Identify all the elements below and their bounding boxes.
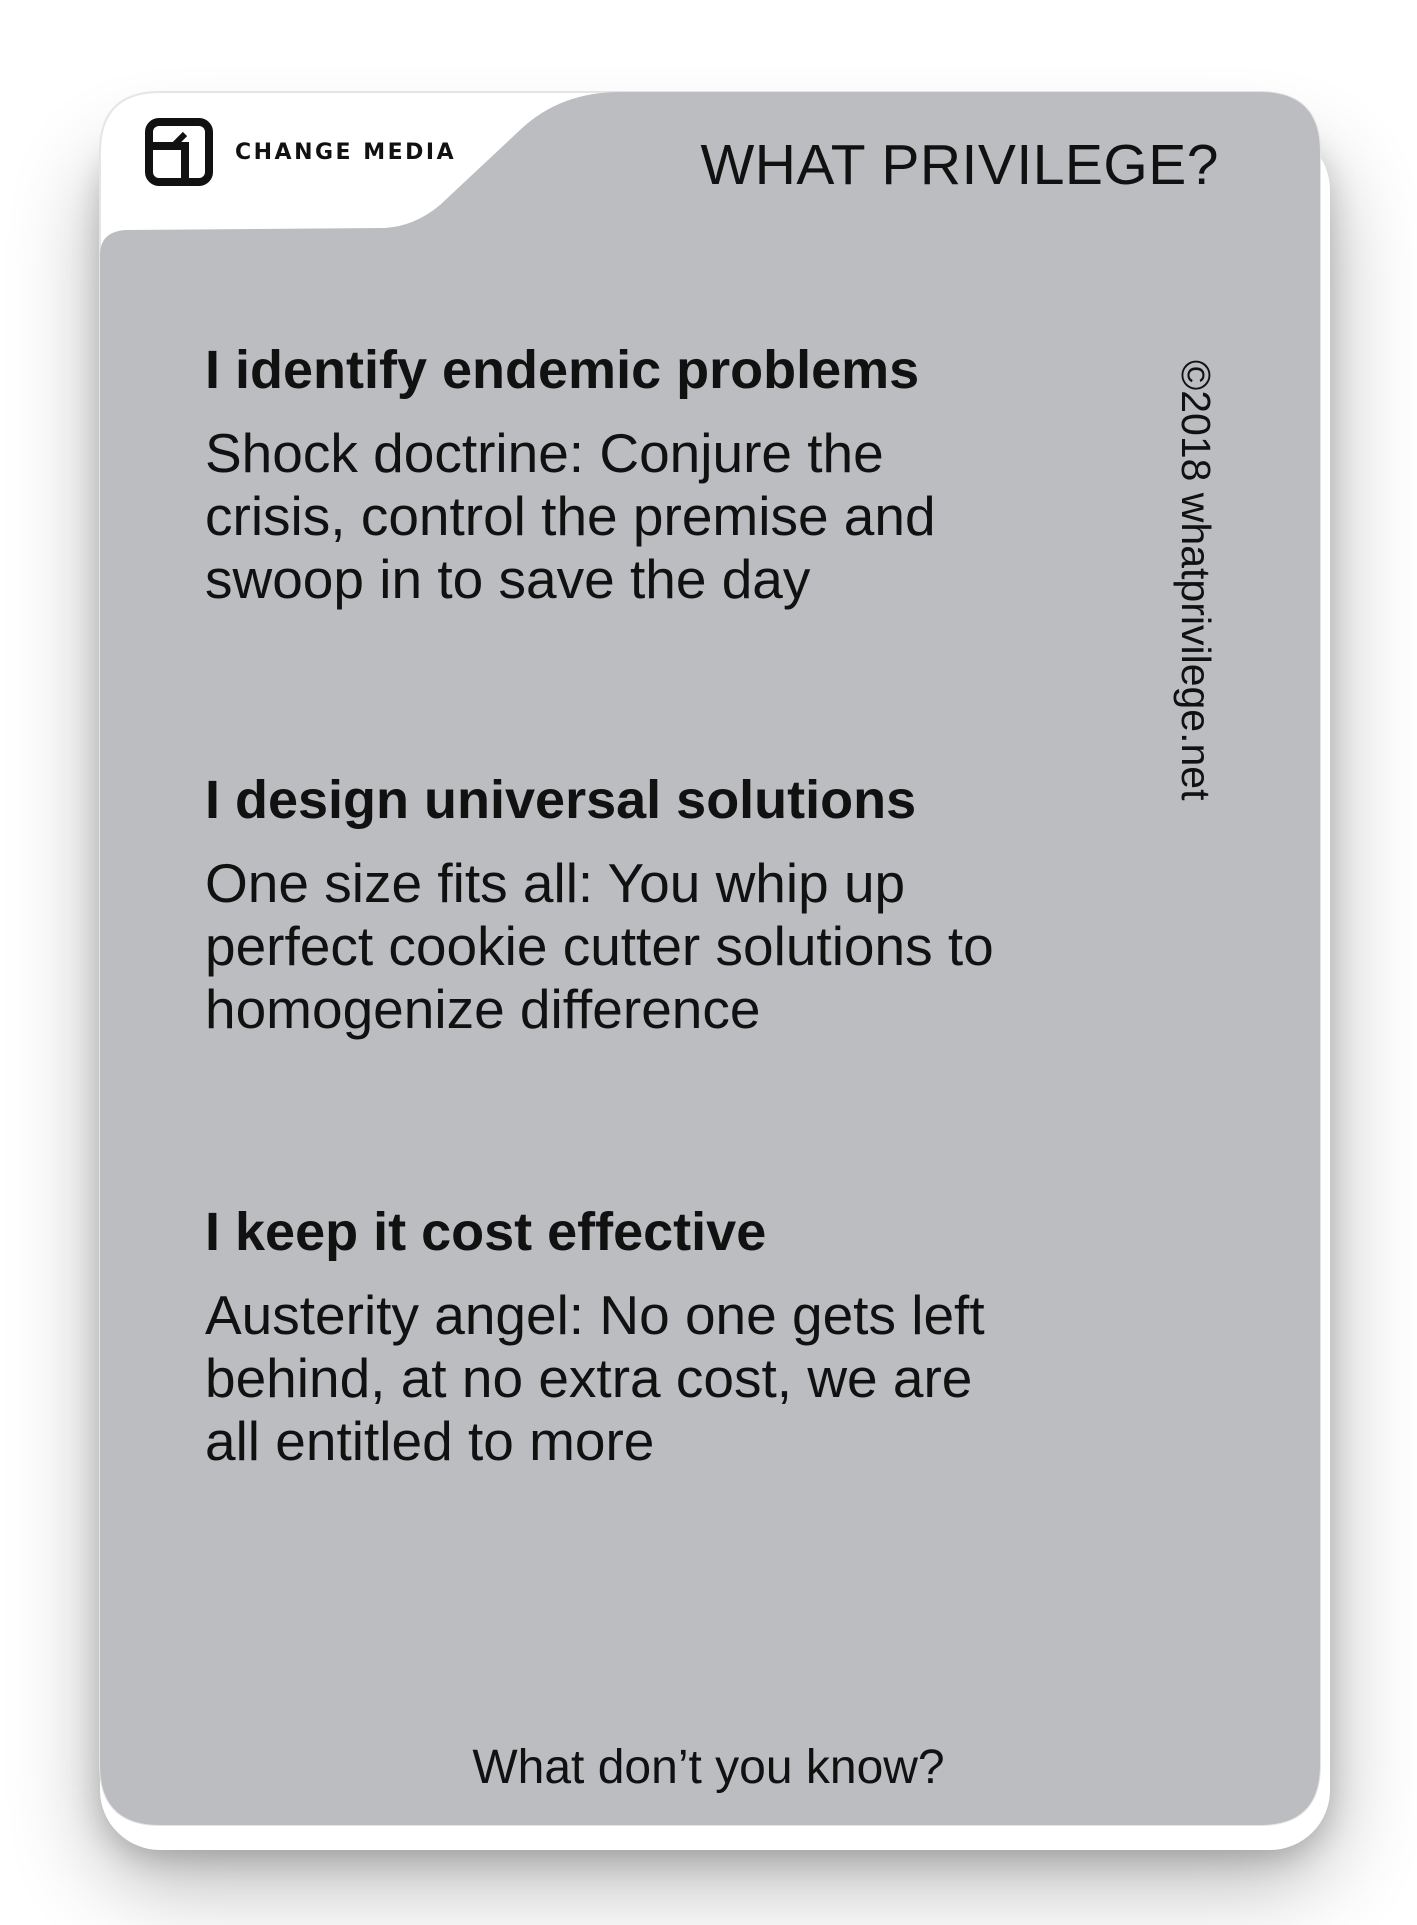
section-identify-problems <box>205 340 1085 611</box>
change-media-logo-icon <box>145 118 213 186</box>
section-body: Shock doctrine: Conjure the crisis, control the premise and swoop in to save the day <box>205 422 936 610</box>
section-heading: I design universal solutions <box>205 770 917 830</box>
section-cost-effective <box>205 1202 1085 1473</box>
section-heading: I identify endemic problems <box>205 340 920 400</box>
brand-logo <box>145 118 456 186</box>
section-body: One size fits all: You whip up perfect cookie cutter solutions to homogenize difference <box>205 852 994 1040</box>
copyright-text: ©2018 whatprivilege.net <box>1173 360 1219 801</box>
card-title: WHAT PRIVILEGE? <box>700 133 1219 197</box>
section-body: Austerity angel: No one gets left behind, at no extra cost, we are all entitled to more <box>205 1284 985 1472</box>
section-heading: I keep it cost effective <box>205 1202 767 1262</box>
section-design-solutions <box>205 770 1085 1041</box>
footer-question: What don’t you know? <box>472 1741 945 1794</box>
brand-name: CHANGE MEDIA <box>235 139 457 165</box>
